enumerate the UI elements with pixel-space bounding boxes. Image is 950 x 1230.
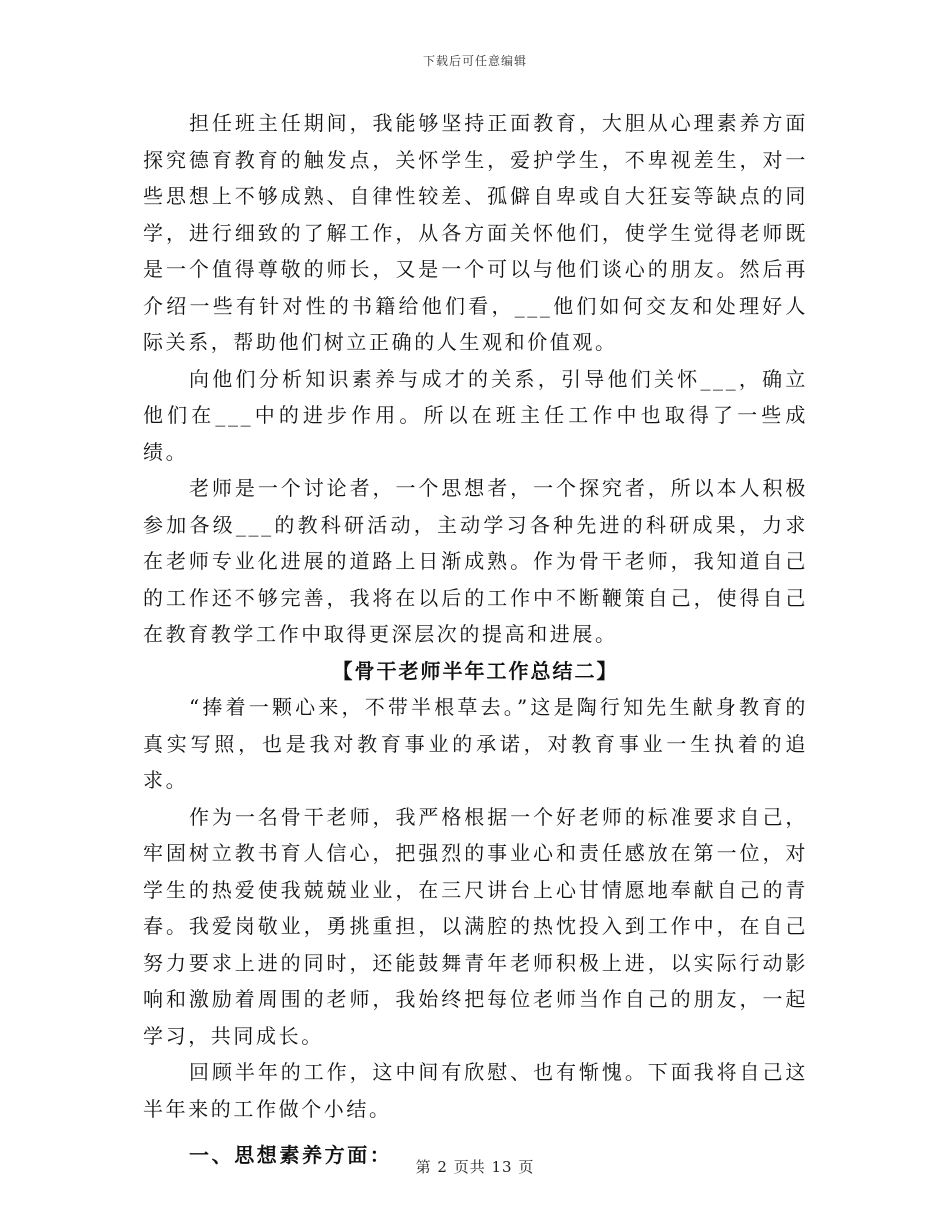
paragraph: “捧着一颗心来，不带半根草去。”这是陶行知先生献身教育的真实写照，也是我对教育事业的承诺，对教育事业一生执着的追求。 xyxy=(143,695,808,792)
paragraph: 作为一名骨干老师，我严格根据一个好老师的标准要求自己，牢固树立教书育人信心，把强烈的事业心和责任感放在第一位，对学生的热爱使我兢兢业业，在三尺讲台上心甘情愿地奉献自己的青春。我爱岗敬业，勇挑重担，以满腔的热忱投入到工作中，在自己努力要求上进的同时，还能鼓舞青年老师积极上进，以实际行动影响和激励着周围的老师，我始终把每位老师当作自己的朋友，一起学习，共同成长。 xyxy=(143,804,808,1048)
paragraph: 担任班主任期间，我能够坚持正面教育，大胆从心理素养方面探究德育教育的触发点，关怀学生，爱护学生，不卑视差生，对一些思想上不够成熟、自律性较差、孤僻自卑或自大狂妄等缺点的同学，进行细致的了解工作，从各方面关怀他们，使学生觉得老师既是一个值得尊敬的师长，又是一个可以与他们谈心的朋友。然后再介绍一些有针对性的书籍给他们看，___他们如何交友和处理好人际关系，帮助他们树立正确的人生观和价值观。 xyxy=(143,111,808,354)
document-body xyxy=(143,105,808,1174)
paragraph: 老师是一个讨论者，一个思想者，一个探究者，所以本人积极参加各级___的教科研活动，主动学习各种先进的科研成果，力求在老师专业化进展的道路上日渐成熟。作为骨干老师，我知道自己的工作还不够完善，我将在以后的工作中不断鞭策自己，使得自己在教育教学工作中取得更深层次的提高和进展。 xyxy=(143,476,808,646)
section-title: 【骨干老师半年工作总结二】 xyxy=(332,658,619,683)
subheading: 一、思想素养方面： xyxy=(189,1143,393,1167)
page-number: 第 2 页共 13 页 xyxy=(415,1158,535,1176)
page-header: 下载后可任意编辑 xyxy=(422,54,527,68)
paragraph: 回顾半年的工作，这中间有欣慰、也有惭愧。下面我将自己这半年来的工作做个小结。 xyxy=(143,1060,808,1121)
paragraph: 向他们分析知识素养与成才的关系，引导他们关怀___，确立他们在___中的进步作用。所以在班主任工作中也取得了一些成绩。 xyxy=(143,366,808,464)
